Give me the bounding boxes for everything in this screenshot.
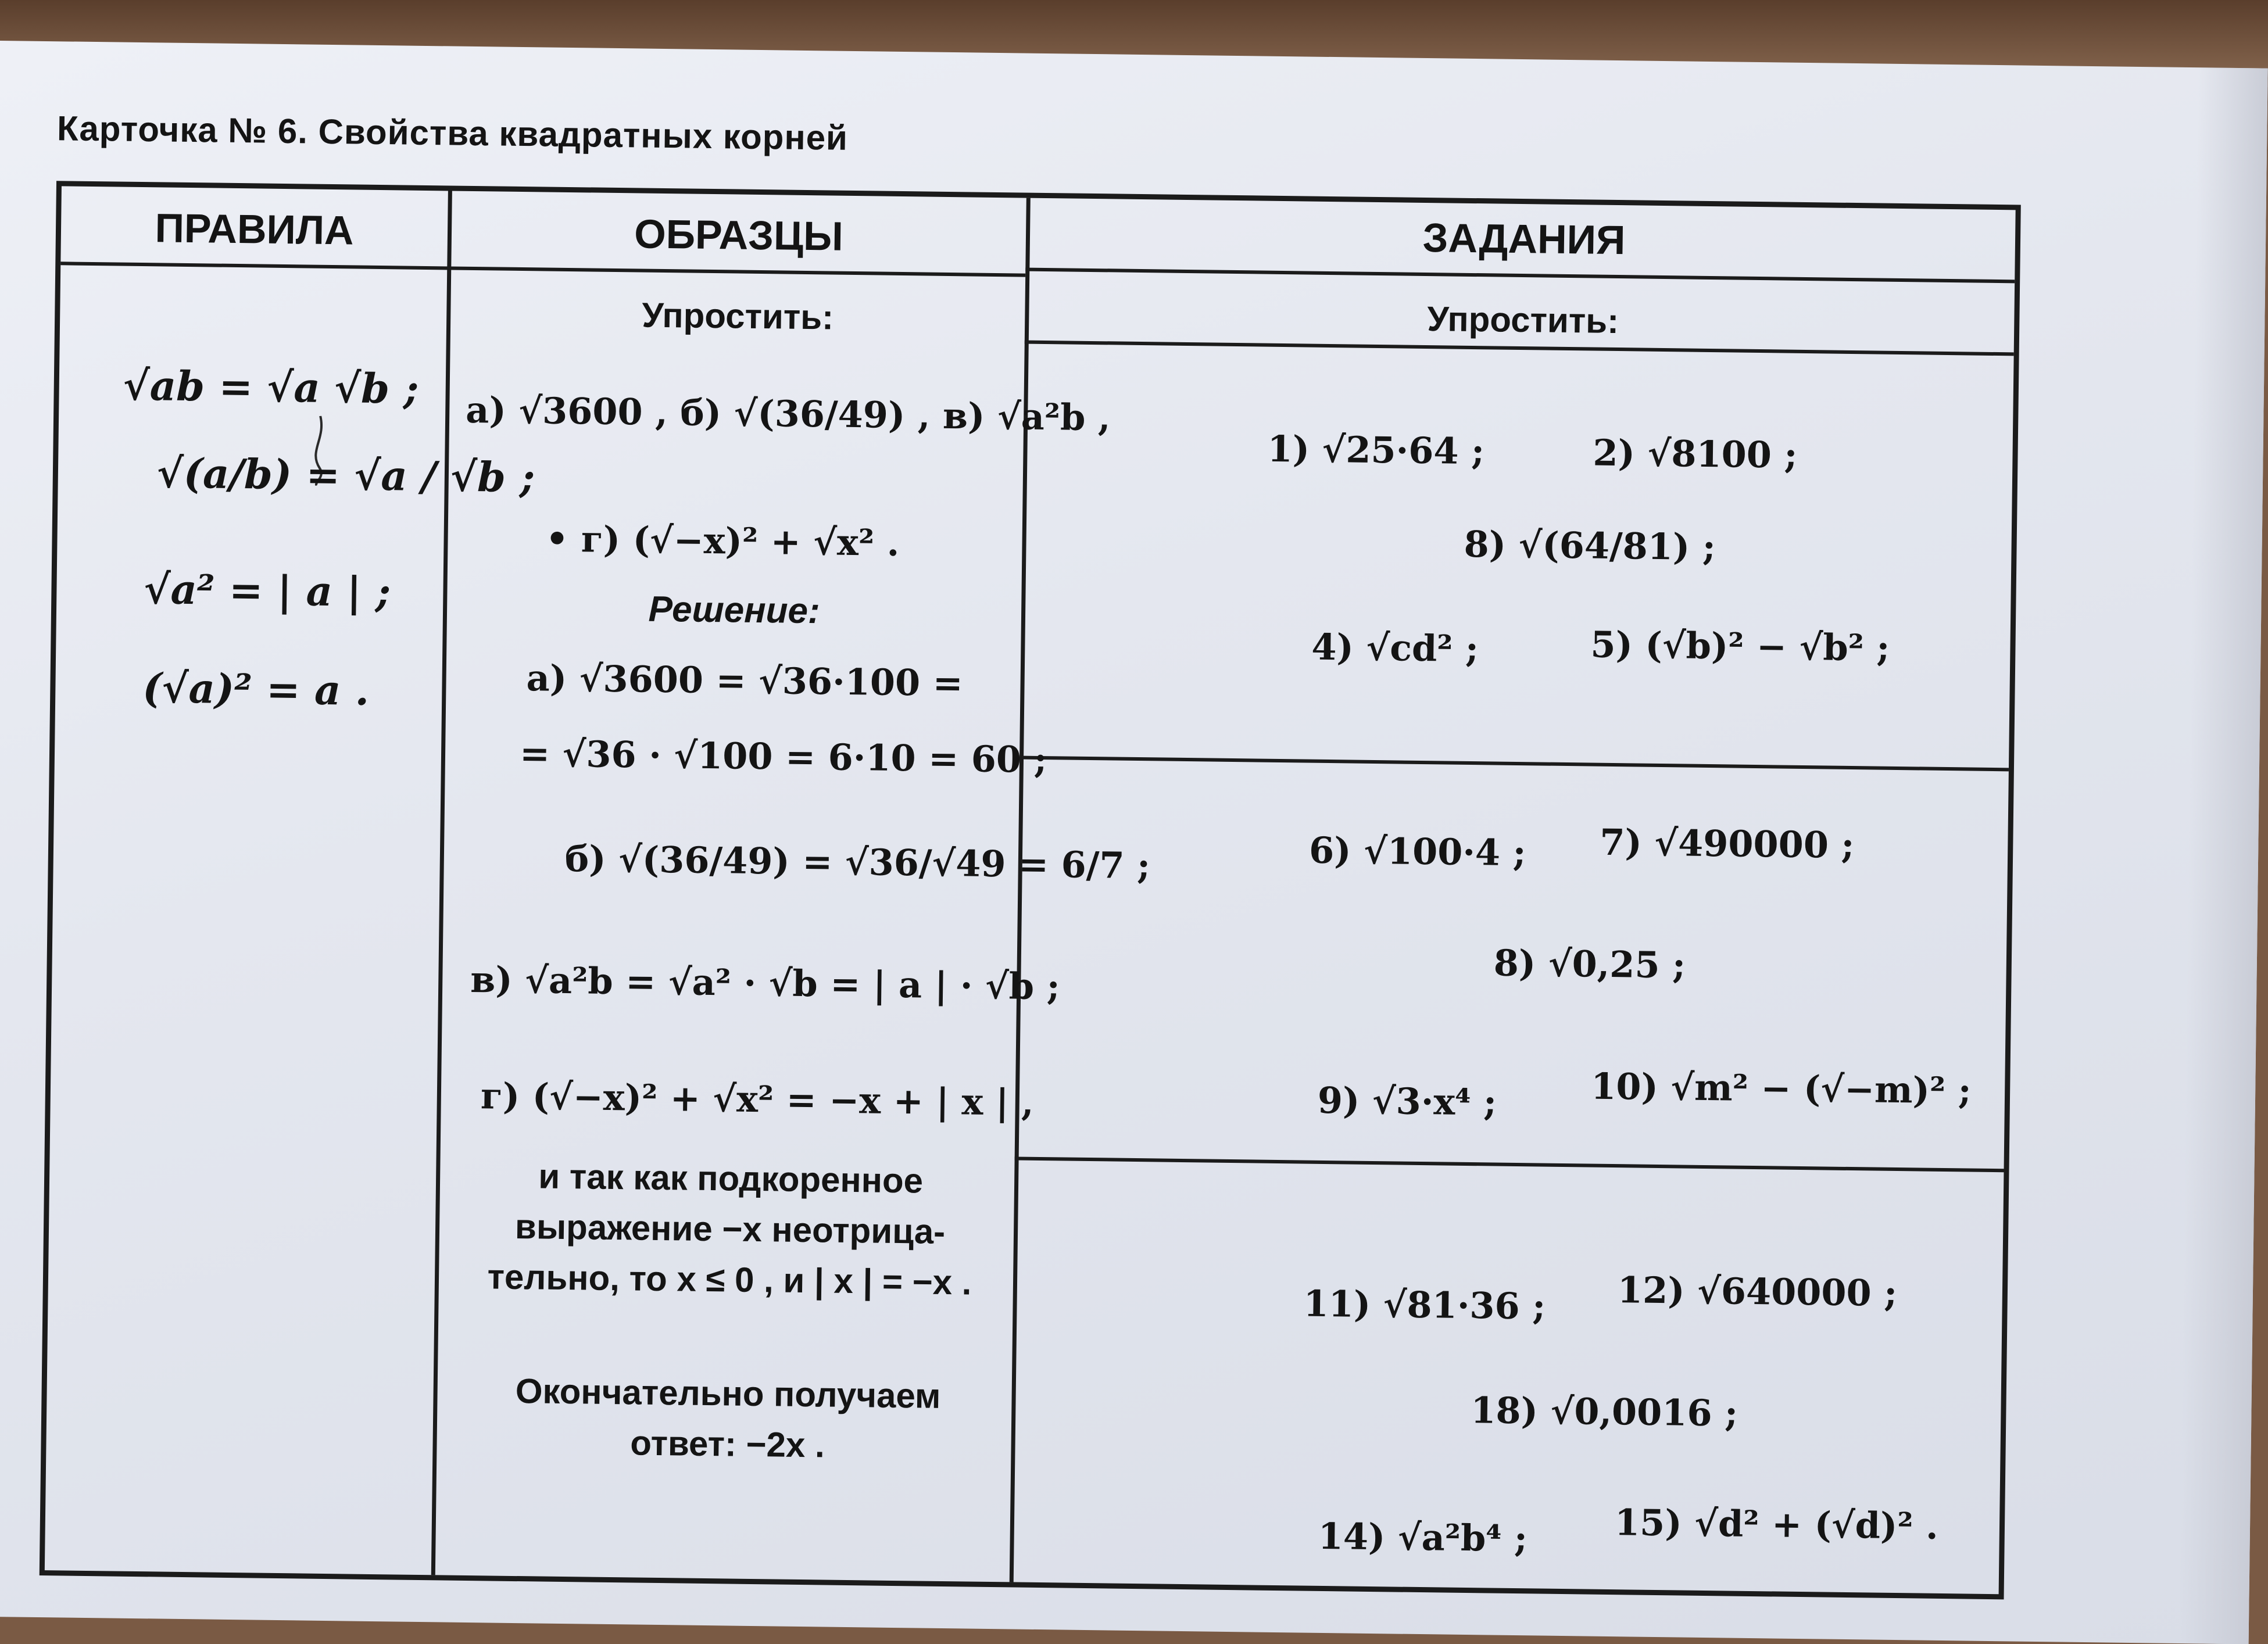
sample-problems-line1: а) √3600 , б) √(36/49) , в) √a²b ,: [465, 388, 1111, 439]
task-group-divider-2: [1015, 1156, 2004, 1172]
task-9: 9) √3·x⁴ ;: [1317, 1079, 1497, 1124]
explanation-line-1: и так как подкоренное: [538, 1156, 924, 1201]
solution-b: б) √(36/49) = √36/√49 = 6/7 ;: [564, 837, 1151, 887]
task-14: 14) √a²b⁴ ;: [1318, 1514, 1528, 1560]
solution-a-line2: = √36 · √100 = 6·10 = 60 ;: [519, 732, 1047, 782]
explanation-line-3: тельно, то x ≤ 0 , и | x | = −x .: [487, 1257, 972, 1302]
task-6: 6) √100·4 ;: [1308, 829, 1527, 875]
explanation-line-2: выражение −x неотрица-: [514, 1206, 946, 1252]
worksheet-paper: [0, 41, 2268, 1644]
tasks-simplify-label: Упростить:: [1427, 299, 1619, 341]
task-15: 15) √d² + (√d)² .: [1614, 1501, 1939, 1548]
solution-a-line1: а) √3600 = √36·100 =: [526, 657, 964, 705]
task-group-divider-1: [1019, 756, 2009, 772]
header-samples: ОБРАЗЦЫ: [634, 211, 844, 259]
rules-table: [40, 181, 2021, 1599]
header-divider-right: [1025, 268, 2015, 284]
task-1: 1) √25·64 ;: [1267, 427, 1485, 473]
task-8: 8) √0,25 ;: [1493, 941, 1686, 987]
sample-problems-line2: • г) (√−x)² + √x² .: [545, 517, 900, 564]
task-10: 10) √m² − (√−m)² ;: [1590, 1065, 1972, 1112]
card-title: Карточка № 6. Свойства квадратных корней: [56, 109, 849, 157]
paper-shadow: [2179, 67, 2268, 1644]
task-4: 4) √cd² ;: [1311, 625, 1479, 671]
task-5: 5) (√b)² − √b² ;: [1590, 623, 1890, 669]
final-answer-line-1: Окончательно получаем: [515, 1371, 941, 1416]
rule-square-abs: √a² = | a | ;: [143, 565, 391, 617]
task-2: 2) √8100 ;: [1593, 431, 1798, 477]
samples-simplify-label: Упростить:: [642, 295, 834, 337]
task-7: 7) √490000 ;: [1599, 821, 1855, 867]
task-12: 12) √640000 ;: [1617, 1269, 1898, 1315]
header-tasks: ЗАДАНИЯ: [1422, 214, 1626, 263]
solution-label: Решение:: [648, 589, 821, 632]
solution-explanation: [439, 1149, 1022, 1308]
task-11: 11) √81·36 ;: [1303, 1282, 1546, 1328]
final-answer: [437, 1364, 1019, 1473]
rule-square-root-squared: (√a)² = a .: [142, 664, 370, 715]
task-13: 18) √0,0016 ;: [1470, 1389, 1738, 1435]
solution-g: г) (√−x)² + √x² = −x + | x | ,: [480, 1074, 1035, 1124]
header-divider-left: [60, 262, 1025, 277]
rule-product: √ab = √a √b ;: [123, 361, 419, 413]
final-answer-line-2: ответ: −2x .: [630, 1423, 825, 1465]
header-rules: ПРАВИЛА: [155, 205, 355, 253]
task-3: 8) √(64/81) ;: [1464, 522, 1716, 569]
rule-quotient: √(a/b) = √a / √b ;: [156, 449, 535, 502]
solution-v: в) √a²b = √a² · √b = | a | · √b ;: [470, 958, 1061, 1008]
